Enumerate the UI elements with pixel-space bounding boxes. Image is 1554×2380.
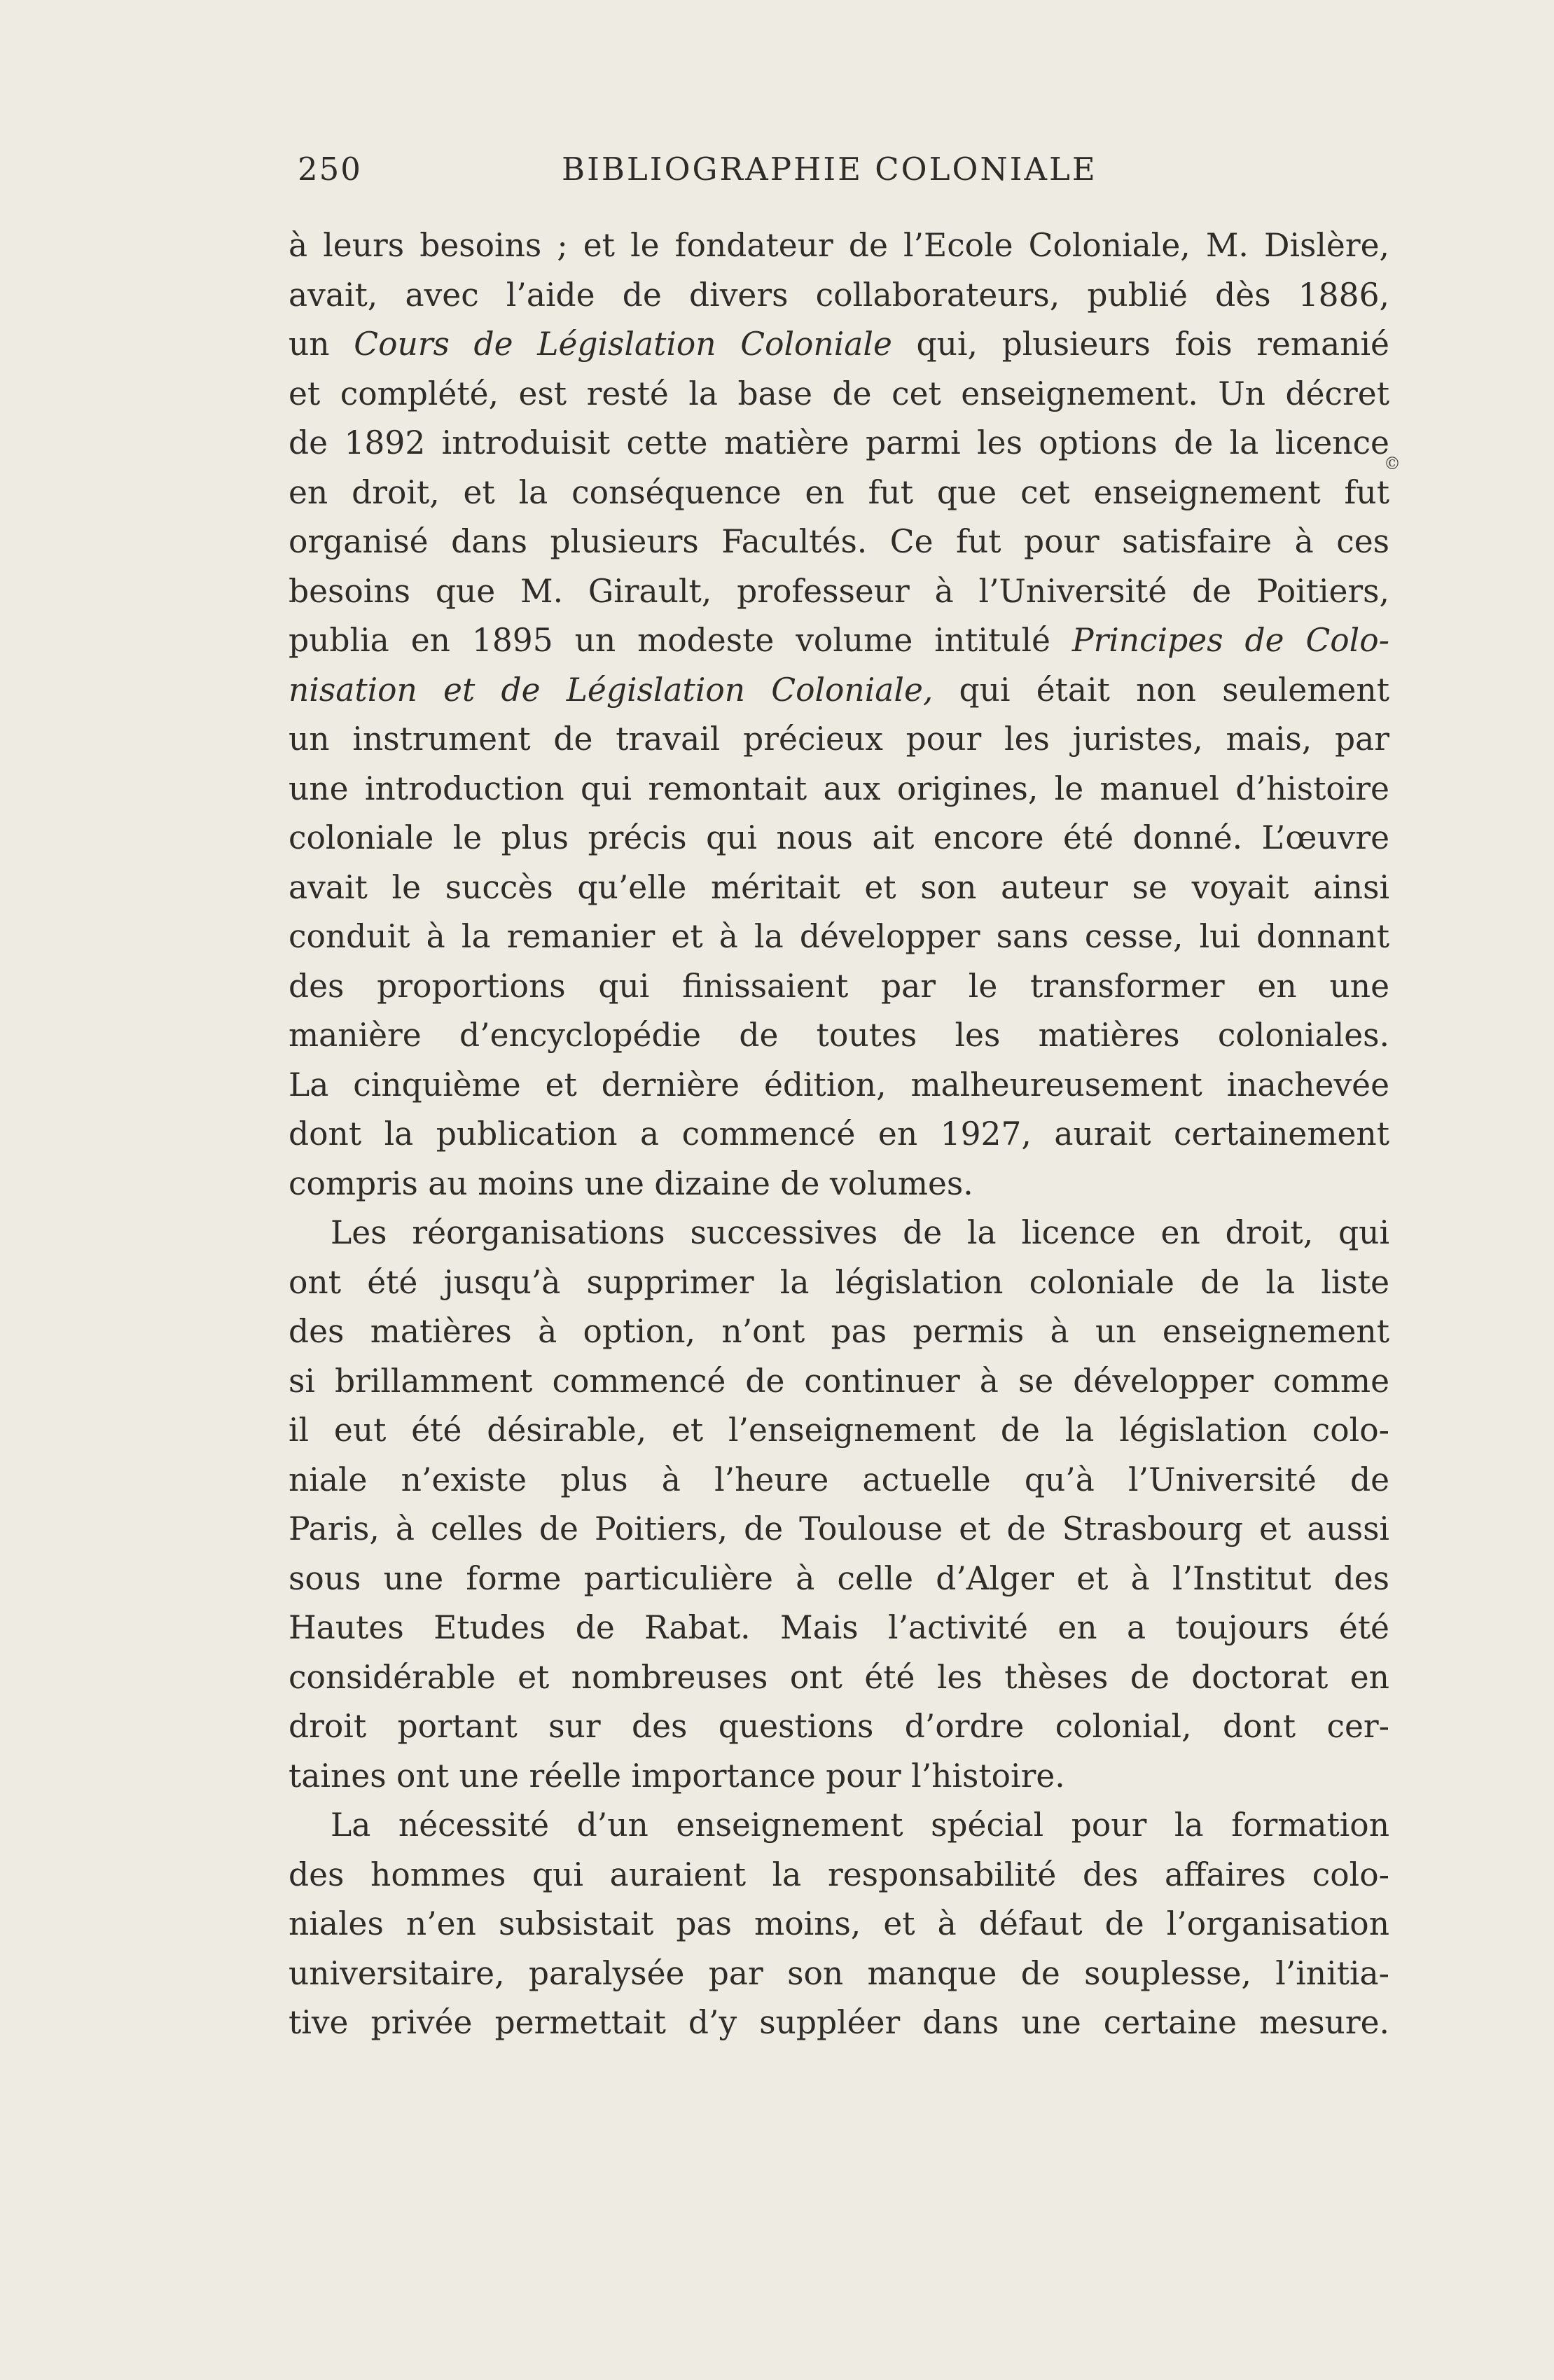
- text-line: besoins que M. Girault, professeur à l’Université de Poitiers,: [289, 572, 1389, 610]
- text-line: universitaire, paralysée par son manque de souplesse, l’initia-: [289, 1954, 1389, 1992]
- text-line: à leurs besoins ; et le fondateur de l’Ecole Coloniale, M. Dislère,: [289, 227, 1389, 264]
- text-line: ont été jusqu’à supprimer la législation coloniale de la liste: [289, 1263, 1389, 1301]
- text-line: de 1892 introduisit cette matière parmi les options de la licence: [289, 424, 1389, 461]
- text-line: dont la publication a commencé en 1927, aurait certainement: [289, 1115, 1389, 1153]
- line-segment: publia en 1895 un modeste volume intitulé: [289, 622, 1072, 659]
- text-line: compris au moins une dizaine de volumes.: [289, 1164, 973, 1202]
- text-line: droit portant sur des questions d’ordre colonial, dont cer-: [289, 1708, 1389, 1745]
- text-line: La cinquième et dernière édition, malheureusement inachevée: [289, 1066, 1389, 1104]
- paragraph-start-line: Les réorganisations successives de la licence en droit, qui: [331, 1214, 1389, 1251]
- text-line: [289, 666, 1389, 716]
- text-line: niale n’existe plus à l’heure actuelle qu’à l’Université de: [289, 1461, 1389, 1498]
- margin-mark: ©: [1384, 454, 1401, 473]
- line-segment: un: [289, 326, 354, 363]
- text-line: niales n’en subsistait pas moins, et à défaut de l’organisation: [289, 1905, 1389, 1942]
- text-line: conduit à la remanier et à la développer sans cesse, lui donnant: [289, 918, 1389, 955]
- page-number: 250: [298, 151, 362, 188]
- text-line: des proportions qui finissaient par le transformer en une: [289, 967, 1389, 1005]
- text-line: Hautes Etudes de Rabat. Mais l’activité en a toujours été: [289, 1609, 1389, 1646]
- running-title: BIBLIOGRAPHIE COLONIALE: [562, 151, 1097, 188]
- body-text: [289, 221, 1389, 2048]
- text-line: Paris, à celles de Poitiers, de Toulouse et de Strasbourg et aussi: [289, 1510, 1389, 1547]
- text-line: un instrument de travail précieux pour les juristes, mais, par: [289, 721, 1389, 758]
- text-line: [289, 616, 1389, 666]
- text-line: il eut été désirable, et l’enseignement de la législation colo-: [289, 1412, 1389, 1449]
- page-header: [298, 151, 1422, 193]
- text-line: une introduction qui remontait aux origines, le manuel d’histoire: [289, 770, 1389, 807]
- text-line: avait le succès qu’elle méritait et son auteur se voyait ainsi: [289, 868, 1389, 906]
- text-line: et complété, est resté la base de cet enseignement. Un décret: [289, 375, 1389, 412]
- line-segment: qui était non seulement: [933, 671, 1389, 709]
- text-line: des hommes qui auraient la responsabilité des affaires colo-: [289, 1856, 1389, 1893]
- text-line: manière d’encyclopédie de toutes les matières coloniales.: [289, 1017, 1389, 1054]
- text-line: organisé dans plusieurs Facultés. Ce fut pour satisfaire à ces: [289, 523, 1389, 560]
- book-title-italic: nisation et de Législation Coloniale,: [289, 671, 934, 709]
- text-line: [289, 320, 1389, 370]
- text-line: avait, avec l’aide de divers collaborateurs, publié dès 1886,: [289, 276, 1389, 314]
- book-title-italic: Cours de Législation Coloniale: [354, 326, 892, 363]
- line-segment: qui, plusieurs fois remanié: [892, 326, 1389, 363]
- text-line: sous une forme particulière à celle d’Alger et à l’Institut des: [289, 1559, 1389, 1597]
- book-title-italic: Principes de Colo-: [1071, 622, 1389, 659]
- text-line: des matières à option, n’ont pas permis à un enseignement: [289, 1313, 1389, 1350]
- text-line: taines ont une réelle importance pour l’histoire.: [289, 1757, 1065, 1795]
- paragraph-start-line: La nécessité d’un enseignement spécial pour la formation: [331, 1807, 1389, 1844]
- text-line: considérable et nombreuses ont été les thèses de doctorat en: [289, 1658, 1389, 1696]
- text-line: si brillamment commencé de continuer à se développer comme: [289, 1362, 1389, 1400]
- text-line: tive privée permettait d’y suppléer dans une certaine mesure.: [289, 2004, 1389, 2041]
- text-line: coloniale le plus précis qui nous ait encore été donné. L’œuvre: [289, 819, 1389, 856]
- text-line: en droit, et la conséquence en fut que cet enseignement fut: [289, 473, 1389, 511]
